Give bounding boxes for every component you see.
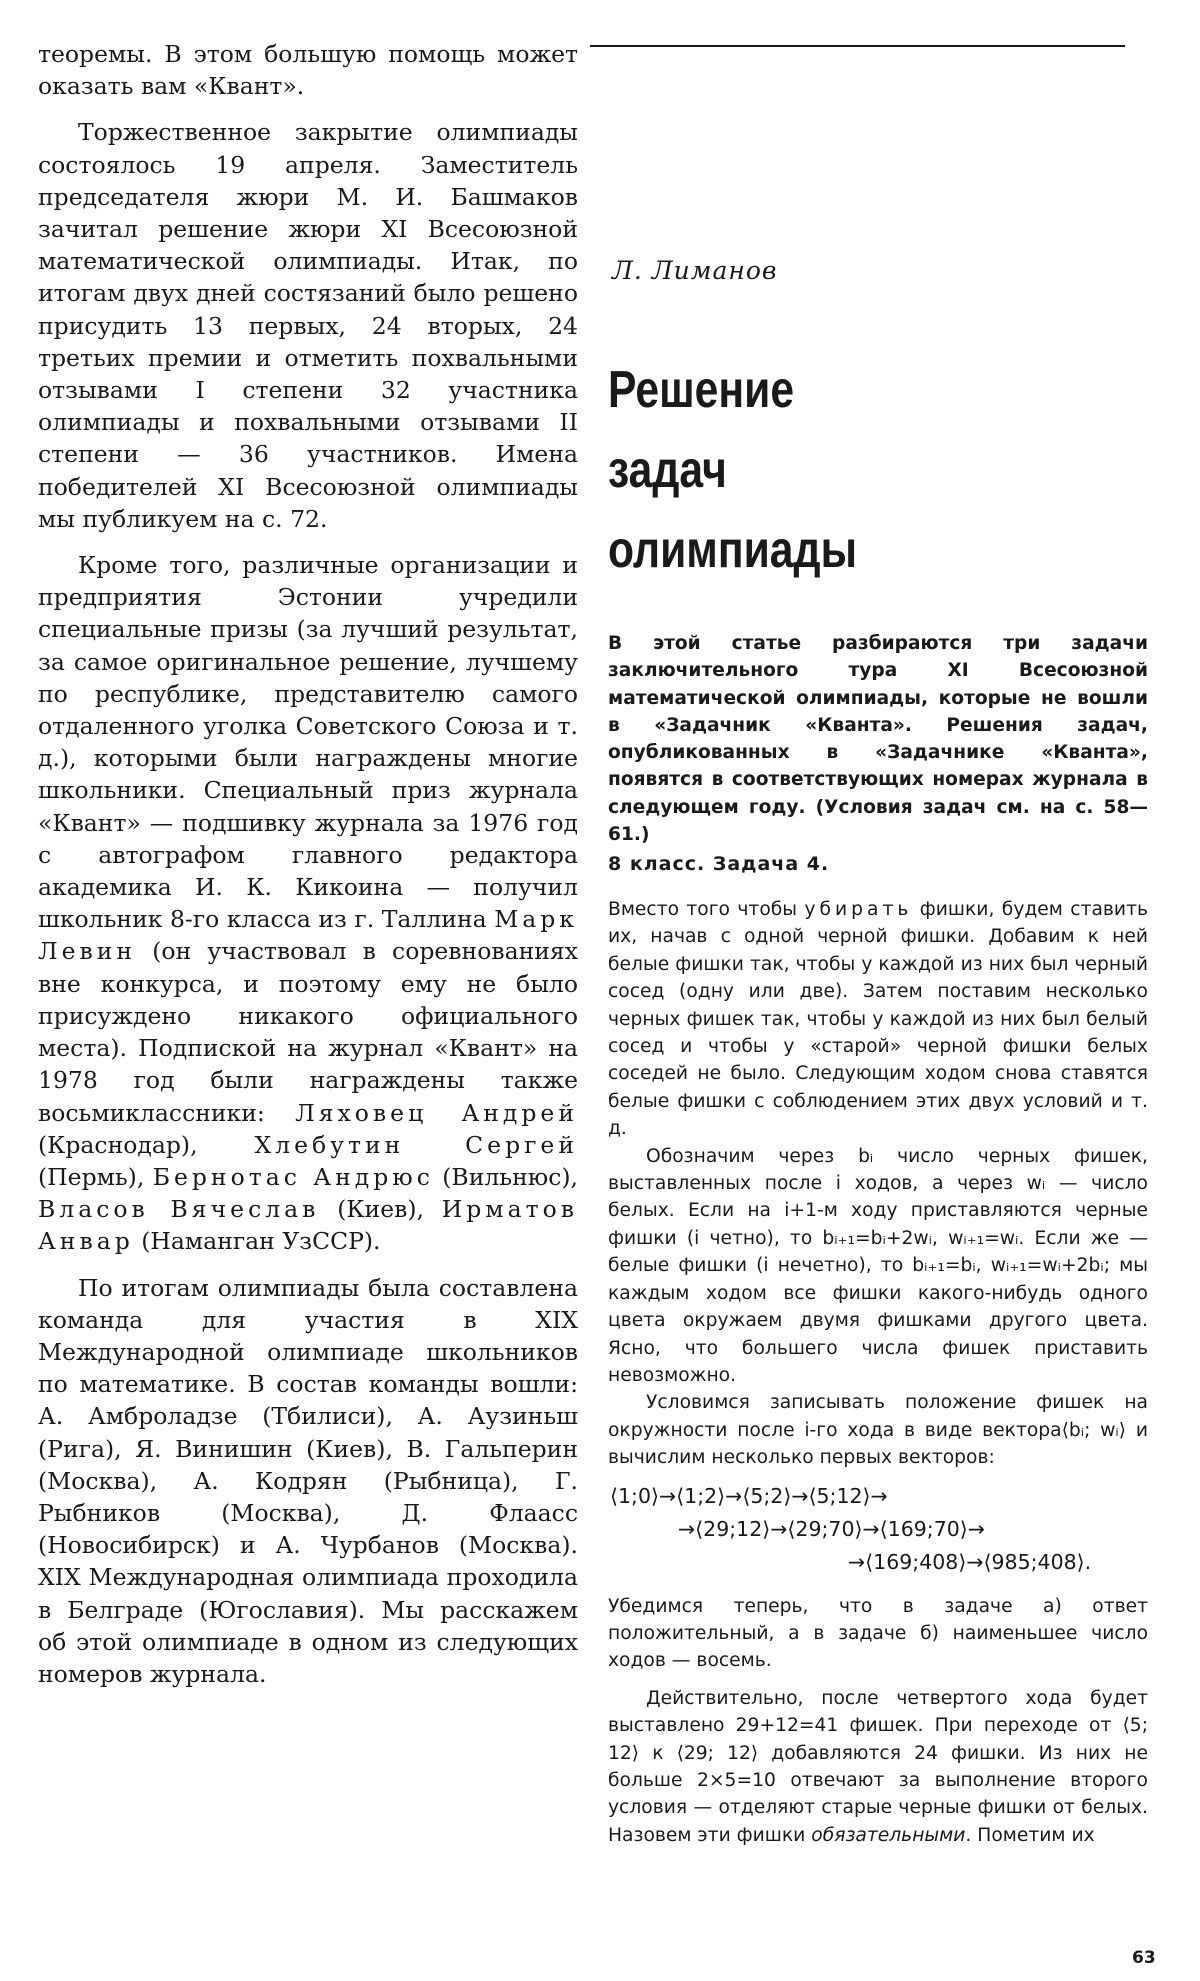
body-paragraph-1 [608,896,1148,1143]
body-paragraph-5 [608,1685,1148,1849]
winner-place-3: (Вильнюс), [442,1162,578,1191]
vector-chain [608,1480,1148,1579]
winner-place-5: (Наманган УзССР). [141,1227,381,1256]
title-line-2: задач [608,441,727,499]
special-prizes-text-cont: (он участвовал в соревнованиях вне конкурса, и поэтому ему не было присуждено никакого официального места). Подпиской на журнал «Квант» на 1978 год были награждены также восьмиклассники: [38,937,578,1127]
winner-name-mark-levin: Марк Левин [38,905,578,966]
vector-chain-line-2: →⟨29;12⟩→⟨29;70⟩→⟨169;70⟩→ [678,1516,985,1541]
winner-place-4: (Киев), [337,1195,424,1224]
paragraph-closing-ceremony: Торжественное закрытие олимпиады состоялось 19 апреля. Заместитель председателя жюри М. И. Башмаков зачитал решение жюри XI Всесоюзной математической олимпиады. Итак, по итогам двух дней состязаний было решено присудить 13 первых, 24 вторых, 24 третьих премии и отметить похвальными отзывами I степени 32 участника олимпиады и похвальными отзывами II степени — 36 участников. Имена победителей XI Всесоюзной олимпиады мы публикуем на с. 72. [38,118,578,533]
body-p5-post: . Пометим их [965,1824,1095,1846]
section-title: 8 класс. Задача 4. [608,853,830,875]
vector-chain-line-3: →⟨169;408⟩→⟨985;408⟩. [848,1549,1092,1574]
title-line-1: Решение [608,361,795,419]
paragraph-special-prizes [38,549,578,1257]
lead-text: В этой статье разбираются три задачи заключительного тура XI Всесоюзной математической олимпиады, которые не вошли в «Задачник «Кванта». Решения задач, опубликованных в «Задачнике «Кванта», появятся в соответствующих номерах журнала в следующем году. (Условия задач см. на с. 58—61.) [608,633,1148,846]
body-paragraph-4: Убедимся теперь, что в задаче а) ответ положительный, а в задаче б) наименьшее число ходов — восемь. [608,1595,1148,1672]
top-divider-rule [590,45,1125,47]
winner-place-2: (Пермь), [38,1162,145,1191]
paragraph-continuation: теоремы. В этом большую помощь может оказать вам «Квант». [38,40,578,101]
winner-name-4: Власов Вячеслав [38,1195,320,1224]
winner-name-1: Ляховец Андрей [295,1098,578,1127]
left-column [38,38,578,1704]
body-paragraph-2: Обозначим через bᵢ число черных фишек, выставленных после i ходов, а через wᵢ — число белых. Если на i+1-м ходу приставляются черные фишки (i четно), то bᵢ₊₁=bᵢ+2wᵢ, wᵢ₊₁=wᵢ. Если же — белые фишки (i нечетно), то bᵢ₊₁=bᵢ, wᵢ₊₁=wᵢ+2bᵢ; мы каждым ходом все фишки какого-нибудь одного цвета окружаем двумя фишками другого цвета. Ясно, что большего числа фишек приставить невозможно. [608,1145,1148,1386]
winner-name-5: Ирматов Анвар [38,1195,578,1256]
article-title [608,350,1051,590]
body-p1-emphasis: убирать [804,899,913,920]
winner-name-3: Бернотас Андрюс [152,1162,434,1191]
body-paragraph-3: Условимся записывать положение фишек на окружности после i-го хода в виде вектора⟨bᵢ; wᵢ⟩ и вычислим несколько первых векторов: [608,1392,1148,1469]
body-p5-italic: обязательными [811,1824,966,1846]
title-line-3: олимпиады [608,521,857,579]
paragraph-team: По итогам олимпиады была составлена команда для участия в XIX Международной олимпиаде школьников по математике. В состав команды вошли: А. Амброладзе (Тбилиси), А. Аузиньш (Рига), Я. Винишин (Киев), В. Гальперин (Москва), А. Кодрян (Рыбница), Г. Рыбников (Москва), Д. Флаасс (Новосибирск) и А. Чурбанов (Москва). XIX Международная олимпиада проходила в Белграде (Югославия). Мы расскажем об этой олимпиаде в одном из следующих номеров журнала. [38,1273,578,1688]
vector-chain-line-1: ⟨1;0⟩→⟨1;2⟩→⟨5;2⟩→⟨5;12⟩→ [610,1483,888,1508]
article-lead [608,630,1148,848]
article-body [608,896,1148,1849]
page-number: 63 [1132,1948,1156,1968]
winner-name-2: Хлебутин Сергей [254,1130,578,1159]
special-prizes-text: Кроме того, различные организации и предприятия Эстонии учредили специальные призы (за лучший результат, за самое оригинальное решение, лучшему по республике, представителю самого отдаленного уголка Советского Союза и т. д.), которыми были награждены многие школьники. Специальный приз журнала «Квант» — подшивку журнала за 1976 год с автографом главного редактора академика И. К. Кикоина — получил школьник 8-го класса из г. Таллина [38,551,578,934]
body-p1-post: фишки, будем ставить их, начав с одной черной фишки. Добавим к ней белые фишки так, чтобы у каждой из них был черный сосед (одну или две). Затем поставим несколько черных фишек так, чтобы у каждой из них был белый сосед и чтобы у «старой» черной фишки белых соседей не было. Следующим ходом снова ставятся белые фишки с соблюдением этих двух условий и т. д. [608,899,1148,1140]
body-p5-pre: Действительно, после четвертого хода будет выставлено 29+12=41 фишек. При переходе от ⟨5; 12⟩ к ⟨29; 12⟩ добавляются 24 фишки. Из них не больше 2×5=10 отвечают за выполнение второго условия — отделяют старые черные фишки от белых. Назовем эти фишки [608,1687,1148,1846]
article-author: Л. Лиманов [612,256,778,285]
body-p1-pre: Вместо того чтобы [608,899,798,920]
winner-place-1: (Краснодар), [38,1130,198,1159]
